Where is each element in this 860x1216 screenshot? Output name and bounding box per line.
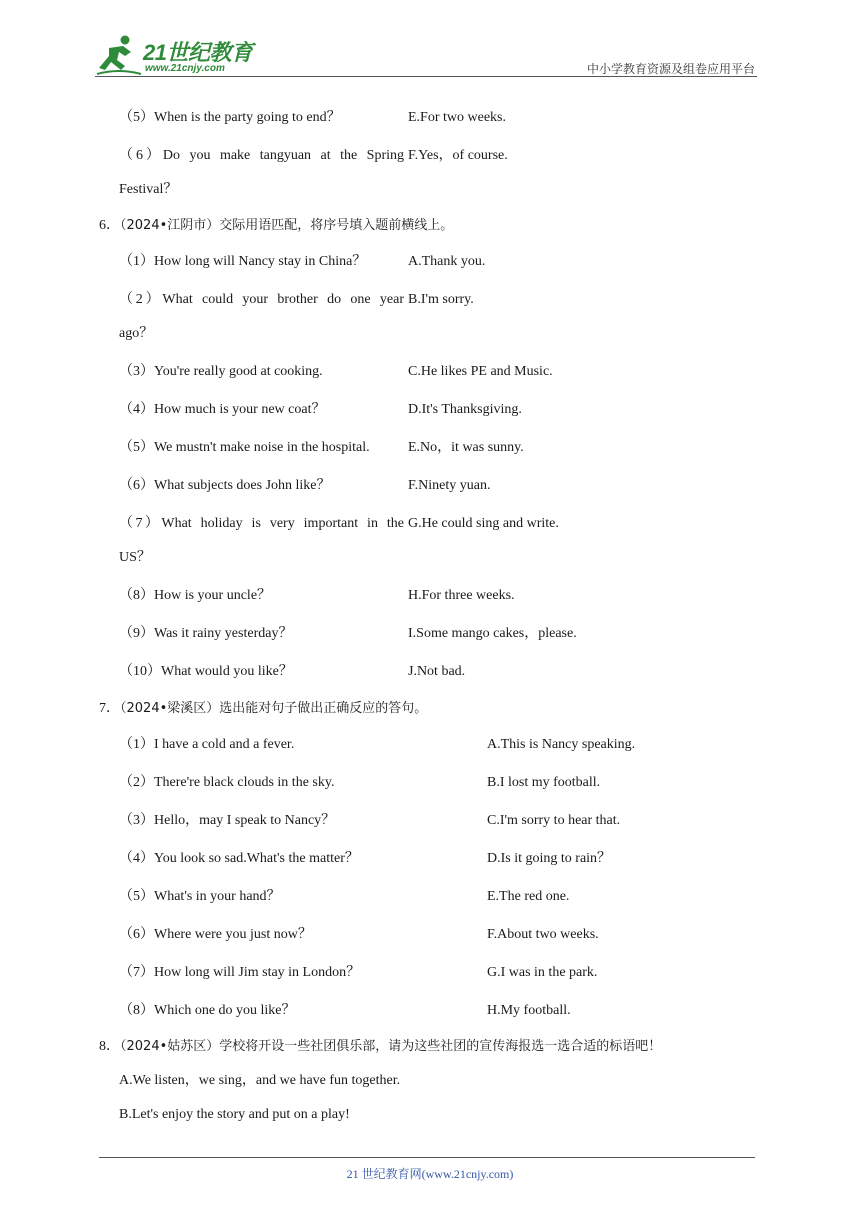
- q6-item-2: （2）What could your brother do one year: [119, 292, 404, 307]
- q7-option-c: C.I'm sorry to hear that.: [487, 813, 621, 828]
- q7-option-a: A.This is Nancy speaking.: [487, 737, 636, 752]
- q6-item-9: （9）Was it rainy yesterday？: [119, 626, 293, 641]
- q7-option-d: D.Is it going to rain？: [487, 851, 612, 866]
- prev-question-6-cont: Festival？: [119, 182, 178, 197]
- logo-url: www.21cnjy.com: [145, 63, 225, 74]
- q7-item-6: （6）Where were you just now？: [119, 927, 312, 942]
- q8-option-a: A.We listen，we sing，and we have fun together.: [119, 1073, 401, 1088]
- q6-item-6: （6）What subjects does John like？: [119, 478, 331, 493]
- q6-option-b: B.I'm sorry.: [408, 292, 474, 307]
- q7-item-5: （5）What's in your hand？: [119, 889, 281, 904]
- q6-option-c: C.He likes PE and Music.: [408, 364, 553, 379]
- q6-item-5: （5）We mustn't make noise in the hospital.: [119, 440, 370, 455]
- q7-item-2: （2）There're black clouds in the sky.: [119, 775, 335, 790]
- prev-answer-f: F.Yes，of course.: [408, 148, 508, 163]
- q6-item-3: （3）You're really good at cooking.: [119, 364, 323, 379]
- q6-item-4: （4）How much is your new coat？: [119, 402, 326, 417]
- q7-option-h: H.My football.: [487, 1003, 571, 1018]
- q6-option-j: J.Not bad.: [408, 664, 466, 679]
- q6-item-8: （8）How is your uncle？: [119, 588, 272, 603]
- q6-option-g: G.He could sing and write.: [408, 516, 559, 531]
- q6-option-f: F.Ninety yuan.: [408, 478, 491, 493]
- question-title: （2024•姑苏区）学校将开设一些社团俱乐部，请为这些社团的宣传海报选一选合适的标语吧！: [120, 1039, 662, 1054]
- header-divider: [95, 76, 757, 77]
- q7-option-f: F.About two weeks.: [487, 927, 599, 942]
- platform-tagline: 中小学教育资源及组卷应用平台: [586, 62, 755, 76]
- q6-item-1: （1）How long will Nancy stay in China？: [119, 254, 367, 269]
- question-number: 7．: [99, 701, 120, 716]
- q6-item-10: （10）What would you like？: [119, 664, 293, 679]
- question-title: （2024•江阴市）交际用语匹配，将序号填入题前横线上。: [120, 218, 454, 233]
- page-header: [95, 32, 757, 78]
- q6-option-a: A.Thank you.: [408, 254, 486, 269]
- q6-item-7: （7）What holiday is very important in the: [119, 516, 404, 531]
- logo-wordmark: 21世纪教育: [143, 40, 253, 65]
- q7-option-b: B.I lost my football.: [487, 775, 601, 790]
- q7-item-7: （7）How long will Jim stay in London？: [119, 965, 361, 980]
- q7-item-1: （1）I have a cold and a fever.: [119, 737, 295, 752]
- prev-question-6: （6）Do you make tangyuan at the Spring: [119, 148, 404, 163]
- q7-item-3: （3）Hello，may I speak to Nancy？: [119, 813, 336, 828]
- q7-option-g: G.I was in the park.: [487, 965, 598, 980]
- question-number: 8．: [99, 1039, 120, 1054]
- q6-option-i: I.Some mango cakes，please.: [408, 626, 577, 641]
- q7-item-4: （4）You look so sad.What's the matter？: [119, 851, 359, 866]
- q7-item-8: （8）Which one do you like？: [119, 1003, 296, 1018]
- q6-item-7-cont: US？: [119, 550, 151, 565]
- footer-link[interactable]: 21 世纪教育网(www.21cnjy.com): [346, 1167, 514, 1181]
- question-title: （2024•梁溪区）选出能对句子做出正确反应的答句。: [120, 701, 428, 716]
- question-6-heading: [99, 217, 453, 235]
- question-number: 6．: [99, 218, 120, 233]
- q8-option-b: B.Let's enjoy the story and put on a play!: [119, 1107, 350, 1122]
- site-logo: [95, 34, 260, 76]
- q6-item-2-cont: ago？: [119, 326, 154, 341]
- question-8-heading: [99, 1038, 661, 1056]
- question-7-heading: [99, 700, 427, 718]
- q6-option-d: D.It's Thanksgiving.: [408, 402, 522, 417]
- footer-divider: [99, 1157, 755, 1158]
- prev-answer-e: E.For two weeks.: [408, 110, 506, 125]
- prev-question-5: （5）When is the party going to end？: [119, 110, 341, 125]
- q7-option-e: E.The red one.: [487, 889, 570, 904]
- q6-option-h: H.For three weeks.: [408, 588, 515, 603]
- q6-option-e: E.No，it was sunny.: [408, 440, 524, 455]
- runner-icon: [95, 34, 143, 76]
